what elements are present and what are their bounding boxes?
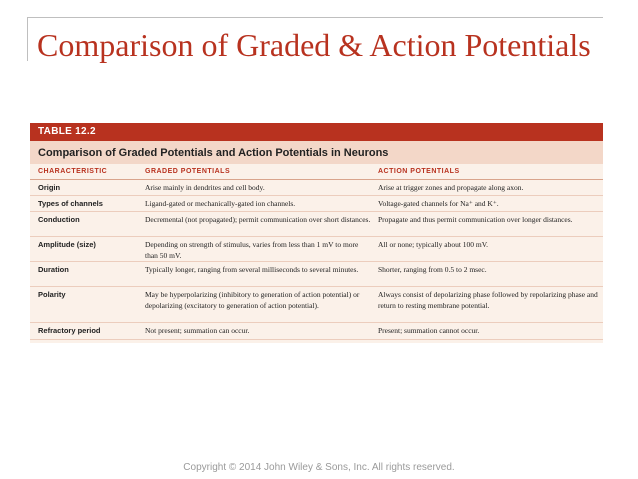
- row-graded: Ligand-gated or mechanically-gated ion channels.: [145, 199, 296, 208]
- row-graded: Depending on strength of stimulus, varies from less than 1 mV to more than 50 mV.: [145, 240, 359, 260]
- table-caption-bar: [30, 141, 603, 164]
- row-action: Present; summation cannot occur.: [378, 326, 480, 335]
- comparison-table: [30, 123, 603, 343]
- row-graded: May be hyperpolarizing (inhibitory to generation of action potential) or depolarizing (excitatory to generation of action potential).: [145, 290, 360, 310]
- table-row: [30, 180, 603, 196]
- copyright-footer: Copyright © 2014 John Wiley & Sons, Inc. All rights reserved.: [183, 462, 455, 473]
- table-row: [30, 323, 603, 340]
- row-characteristic: Origin: [38, 183, 61, 192]
- row-characteristic: Polarity: [38, 290, 66, 299]
- table-label-bar: [30, 123, 603, 141]
- header-graded: GRADED POTENTIALS: [145, 168, 231, 175]
- table-caption: Comparison of Graded Potentials and Action Potentials in Neurons: [38, 147, 389, 159]
- slide-title: Comparison of Graded & Action Potentials: [37, 27, 591, 63]
- row-action: All or none; typically about 100 mV.: [378, 240, 489, 249]
- row-characteristic: Refractory period: [38, 326, 101, 335]
- header-action: ACTION POTENTIALS: [378, 168, 460, 175]
- table-label: TABLE 12.2: [38, 126, 96, 137]
- row-characteristic: Amplitude (size): [38, 240, 96, 249]
- row-characteristic: Types of channels: [38, 199, 103, 208]
- row-graded: Decremental (not propagated); permit communication over short distances.: [145, 215, 371, 224]
- table-row: [30, 287, 603, 323]
- table-row: [30, 196, 603, 212]
- row-graded: Typically longer, ranging from several milliseconds to several minutes.: [145, 265, 359, 274]
- row-action: Arise at trigger zones and propagate along axon.: [378, 183, 524, 192]
- row-graded: Arise mainly in dendrites and cell body.: [145, 183, 265, 192]
- table-row: [30, 237, 603, 262]
- row-action: Always consist of depolarizing phase followed by repolarizing phase and return to resting membrane potential.: [378, 290, 598, 310]
- row-graded: Not present; summation can occur.: [145, 326, 250, 335]
- table-row: [30, 262, 603, 287]
- table-header-row: [30, 164, 603, 180]
- row-action: Voltage-gated channels for Na⁺ and K⁺.: [378, 199, 499, 208]
- row-action: Shorter, ranging from 0.5 to 2 msec.: [378, 265, 487, 274]
- row-action: Propagate and thus permit communication over longer distances.: [378, 215, 573, 224]
- row-characteristic: Duration: [38, 265, 69, 274]
- row-characteristic: Conduction: [38, 215, 80, 224]
- table-row: [30, 212, 603, 237]
- left-rule: [27, 17, 28, 61]
- top-rule: [28, 17, 603, 18]
- header-characteristic: CHARACTERISTIC: [38, 168, 108, 175]
